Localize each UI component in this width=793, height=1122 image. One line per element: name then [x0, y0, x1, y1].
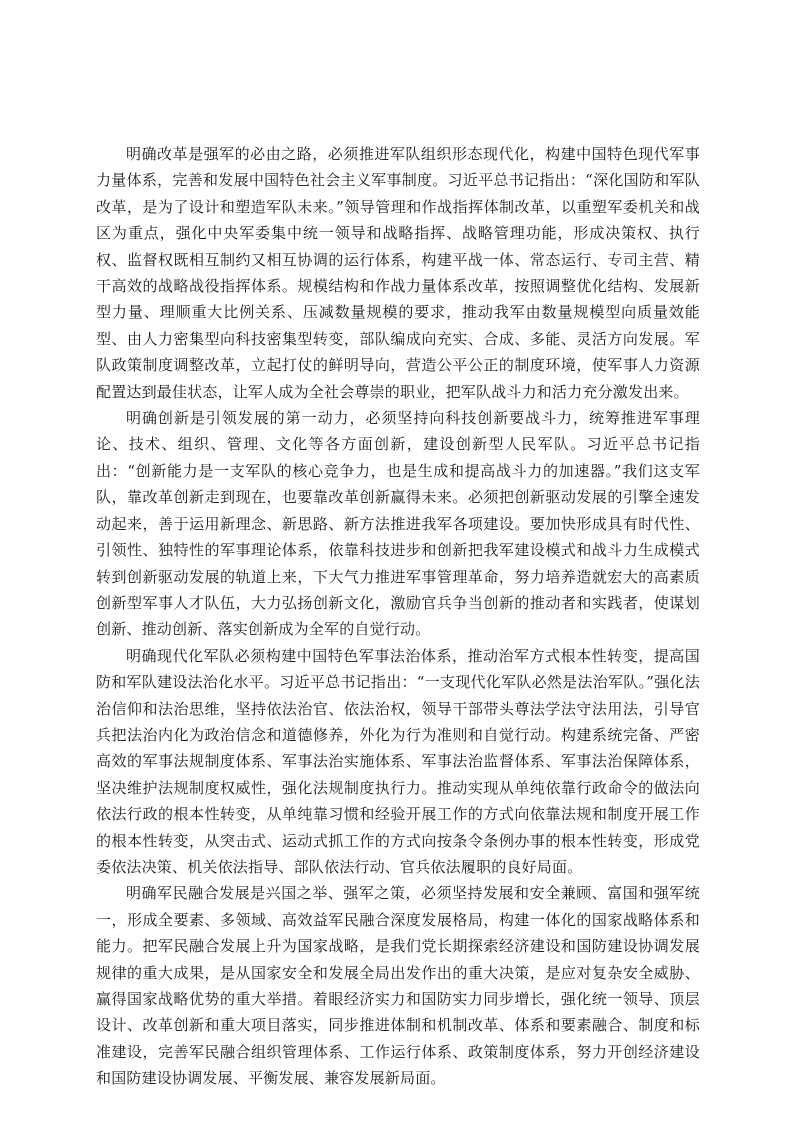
paragraph-reform: 明确改革是强军的必由之路，必须推进军队组织形态现代化，构建中国特色现代军事力量体系，完善和发展中国特色社会主义军事制度。习近平总书记指出：“深化国防和军队改革，是为了设计和塑造军队未来。”领导管理和作战指挥体制改革，以重塑军委机关和战区为重点，强化中央军委集中统一领导和战略指挥、战略管理功能，形成决策权、执行权、监督权既相互制约又相互协调的运行体系，构建平战一体、常态运行、专司主营、精干高效的战略战役指挥体系。规模结构和作战力量体系改革，按照调整优化结构、发展新型力量、理顺重大比例关系、压减数量规模的要求，推动我军由数量规模型向质量效能型、由人力密集型向科技密集型转变，部队编成向充实、合成、多能、灵活方向发展。军队政策制度调整改革，立起打仗的鲜明导向，营造公平公正的制度环境，使军事人力资源配置达到最佳状态，让军人成为全社会尊崇的职业，把军队战斗力和活力充分激发出来。 — [96, 145, 700, 401]
document-body — [96, 141, 700, 1092]
paragraph-rule-of-law: 明确现代化军队必须构建中国特色军事法治体系，推动治军方式根本性转变，提高国防和军队建设法治化水平。习近平总书记指出：“一支现代化军队必然是法治军队。”强化法治信仰和法治思维，坚持依法治官、依法治权，领导干部带头尊法学法守法用法，引导官兵把法治内化为政治信念和道德修养，外化为行为准则和自觉行动。构建系统完备、严密高效的军事法规制度体系、军事法治实施体系、军事法治监督体系、军事法治保障体系，坚决维护法规制度权威性，强化法规制度执行力。推动实现从单纯依靠行政命令的做法向依法行政的根本性转变，从单纯靠习惯和经验开展工作的方式向依靠法规和制度开展工作的根本性转变，从突击式、运动式抓工作的方式向按条令条例办事的根本性转变，形成党委依法决策、机关依法指导、部队依法行动、官兵依法履职的良好局面。 — [96, 646, 700, 876]
paragraph-civil-military-integration: 明确军民融合发展是兴国之举、强军之策，必须坚持发展和安全兼顾、富国和强军统一，形成全要素、多领域、高效益军民融合深度发展格局，构建一体化的国家战略体系和能力。把军民融合发展上升为国家战略，是我们党长期探索经济建设和国防建设协调发展规律的重大成果，是从国家安全和发展全局出发作出的重大决策，是应对复杂安全威胁、赢得国家战略优势的重大举措。着眼经济实力和国防实力同步增长，强化统一领导、顶层设计、改革创新和重大项目落实，同步推进体制和机制改革、体系和要素融合、制度和标准建设，完善军民融合组织管理体系、工作运行体系、政策制度体系，努力开创经济建设和国防建设协调发展、平衡发展、兼容发展新局面。 — [96, 884, 700, 1088]
paragraph-innovation: 明确创新是引领发展的第一动力，必须坚持向科技创新要战斗力，统筹推进军事理论、技术、组织、管理、文化等各方面创新，建设创新型人民军队。习近平总书记指出：“创新能力是一支军队的核心竞争力，也是生成和提高战斗力的加速器。”我们这支军队，靠改革创新走到现在，也要靠改革创新赢得未来。必须把创新驱动发展的引擎全速发动起来，善于运用新理念、新思路、新方法推进我军各项建设。要加快形成具有时代性、引领性、独特性的军事理论体系，依靠科技进步和创新把我军建设模式和战斗力生成模式转到创新驱动发展的轨道上来，下大气力推进军事管理革命，努力培养造就宏大的高素质创新型军事人才队伍，大力弘扬创新文化，激励官兵争当创新的推动者和实践者，使谋划创新、推动创新、落实创新成为全军的自觉行动。 — [96, 409, 700, 639]
